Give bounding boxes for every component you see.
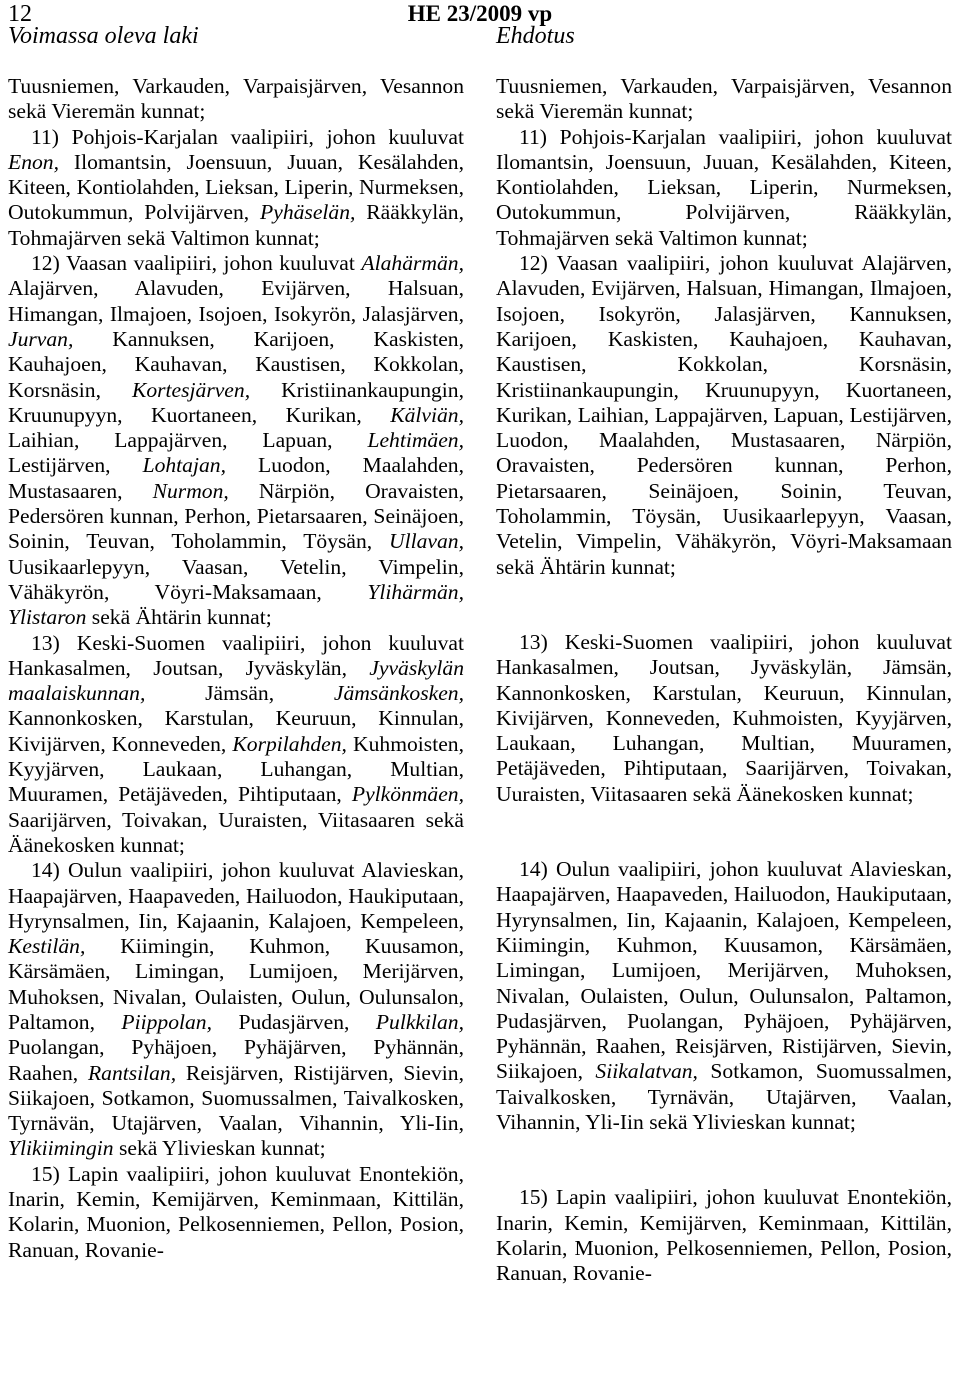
paragraph-district-13: 13) Keski-Suomen vaalipiiri, johon kuuluvat Hankasalmen, Joutsan, Jyväskylän, Jyväskylän maalaiskunnan, Jämsän, Jämsänkosken, Kannonkosken, Karstulan, Keuruun, Kinnulan, Kivijärven, Konneveden, Korpilahden, Kuhmoisten, Kyyjärven, Laukaan, Luhangan, Multian, Muuramen, Petäjäveden, Pihtiputaan, Pylkönmäen, Saarijärven, Toivakan, Uuraisten, Viitasaaren sekä Äänekosken kunnat; <box>8 630 464 857</box>
paragraph-district-14: 14) Oulun vaalipiiri, johon kuuluvat Alavieskan, Haapajärven, Haapaveden, Hailuodon, Haukiputaan, Hyrynsalmen, Iin, Kajaanin, Kalajoen, Kempeleen, Kiimingin, Kuhmon, Kuusamon, Kärsämäen, Limingan, Lumijoen, Merijärven, Muhoksen, Nivalan, Oulaisten, Oulun, Oulunsalon, Paltamon, Pudasjärven, Puolangan, Pyhäjoen, Pyhäjärven, Pyhännän, Raahen, Reisjärven, Ristijärven, Sievin, Siikajoen, Siikalatvan, Sotkamon, Suomussalmen, Taivalkosken, Tyrnävän, Utajärven, Vaalan, Vihannin, Yli-Iin sekä Ylivieskan kunnat; <box>496 857 952 1134</box>
page-number: 12 <box>8 1 32 27</box>
paragraph-district-13: 13) Keski-Suomen vaalipiiri, johon kuuluvat Hankasalmen, Joutsan, Jyväskylän, Jämsän, Kannonkosken, Karstulan, Keuruun, Kinnulan, Kivijärven, Konneveden, Kuhmoisten, Kyyjärven, Laukaan, Luhangan, Multian, Muuramen, Petäjäveden, Pihtiputaan, Saarijärven, Toivakan, Uuraisten, Viitasaaren sekä Äänekosken kunnat; <box>496 629 952 806</box>
paragraph-district-12: 12) Vaasan vaalipiiri, johon kuuluvat Alahärmän, Alajärven, Alavuden, Evijärven, Halsuan, Himangan, Ilmajoen, Isojoen, Isokyrön, Jalasjärven, Jurvan, Kannuksen, Karijoen, Kaskisten, Kauhajoen, Kauhavan, Kaustisen, Kokkolan, Korsnäsin, Kortesjärven, Kristiinankaupungin, Kruunupyyn, Kuortaneen, Kurikan, Kälviän, Laihian, Lappajärven, Lapuan, Lehtimäen, Lestijärven, Lohtajan, Luodon, Maalahden, Mustasaaren, Nurmon, Närpiön, Oravaisten, Pedersören kunnan, Perhon, Pietarsaaren, Seinäjoen, Soinin, Teuvan, Toholammin, Töysän, Ullavan, Uusikaarlepyyn, Vaasan, Vetelin, Vimpelin, Vähäkyrön, Vöyri-Maksamaan, Ylihärmän, Ylistaron sekä Ähtärin kunnat; <box>8 251 464 630</box>
paragraph-district-14: 14) Oulun vaalipiiri, johon kuuluvat Alavieskan, Haapajärven, Haapaveden, Hailuodon, Haukiputaan, Hyrynsalmen, Iin, Kajaanin, Kalajoen, Kempeleen, Kestilän, Kiimingin, Kuhmon, Kuusamon, Kärsämäen, Limingan, Lumijoen, Merijärven, Muhoksen, Nivalan, Oulaisten, Oulun, Oulunsalon, Paltamon, Piippolan, Pudasjärven, Pulkkilan, Puolangan, Pyhäjoen, Pyhäjärven, Pyhännän, Raahen, Rantsilan, Reisjärven, Ristijärven, Sievin, Siikajoen, Sotkamon, Suomussalmen, Taivalkosken, Tyrnävän, Utajärven, Vaalan, Vihannin, Yli-Iin, Ylikiimingin sekä Ylivieskan kunnat; <box>8 858 465 1161</box>
paragraph-district-11: 11) Pohjois-Karjalan vaalipiiri, johon kuuluvat Enon, Ilomantsin, Joensuun, Juuan, Kesälahden, Kiteen, Kontiolahden, Lieksan, Liperin, Nurmeksen, Outokummun, Polvijärven, Pyhäselän, Rääkkylän, Tohmajärven sekä Valtimon kunnat; <box>8 124 465 250</box>
column-title-proposal: Ehdotus <box>496 23 575 49</box>
paragraph-district-11: 11) Pohjois-Karjalan vaalipiiri, johon kuuluvat Ilomantsin, Joensuun, Juuan, Kesälahden, Kiteen, Kontiolahden, Lieksan, Liperin, Nurmeksen, Outokummun, Polvijärven, Rääkkylän, Tohmajärven sekä Valtimon kunnat; <box>496 124 952 250</box>
column-title-current-law: Voimassa oleva laki <box>8 23 199 49</box>
paragraph-continuation: Tuusniemen, Varkauden, Varpaisjärven, Vesannon sekä Vieremän kunnat; <box>496 74 952 124</box>
paragraph-district-15: 15) Lapin vaalipiiri, johon kuuluvat Enontekiön, Inarin, Kemin, Kemijärven, Keminmaan, Kittilän, Kolarin, Muonion, Pelkosenniemen, Pellon, Posion, Ranuan, Rovanie- <box>496 1185 952 1286</box>
column-current-law <box>8 74 464 1263</box>
column-proposal <box>496 74 952 1286</box>
document-id: HE 23/2009 vp <box>407 1 553 26</box>
page-header <box>0 0 960 56</box>
paragraph-district-12: 12) Vaasan vaalipiiri, johon kuuluvat Alajärven, Alavuden, Evijärven, Halsuan, Himangan, Ilmajoen, Isojoen, Isokyrön, Jalasjärven, Kannuksen, Karijoen, Kaskisten, Kauhajoen, Kauhavan, Kaustisen, Kokkolan, Korsnäsin, Kristiinankaupungin, Kruunupyyn, Kuortaneen, Kurikan, Laihian, Lappajärven, Lapuan, Lestijärven, Luodon, Maalahden, Mustasaaren, Närpiön, Oravaisten, Pedersören kunnan, Perhon, Pietarsaaren, Seinäjoen, Soinin, Teuvan, Toholammin, Töysän, Uusikaarlepyyn, Vaasan, Vetelin, Vimpelin, Vähäkyrön, Vöyri-Maksamaan sekä Ähtärin kunnat; <box>496 251 952 579</box>
paragraph-district-15: 15) Lapin vaalipiiri, johon kuuluvat Enontekiön, Inarin, Kemin, Kemijärven, Keminmaan, Kittilän, Kolarin, Muonion, Pelkosenniemen, Pellon, Posion, Ranuan, Rovanie- <box>8 1161 464 1262</box>
paragraph-continuation: Tuusniemen, Varkauden, Varpaisjärven, Vesannon sekä Vieremän kunnat; <box>8 74 464 124</box>
